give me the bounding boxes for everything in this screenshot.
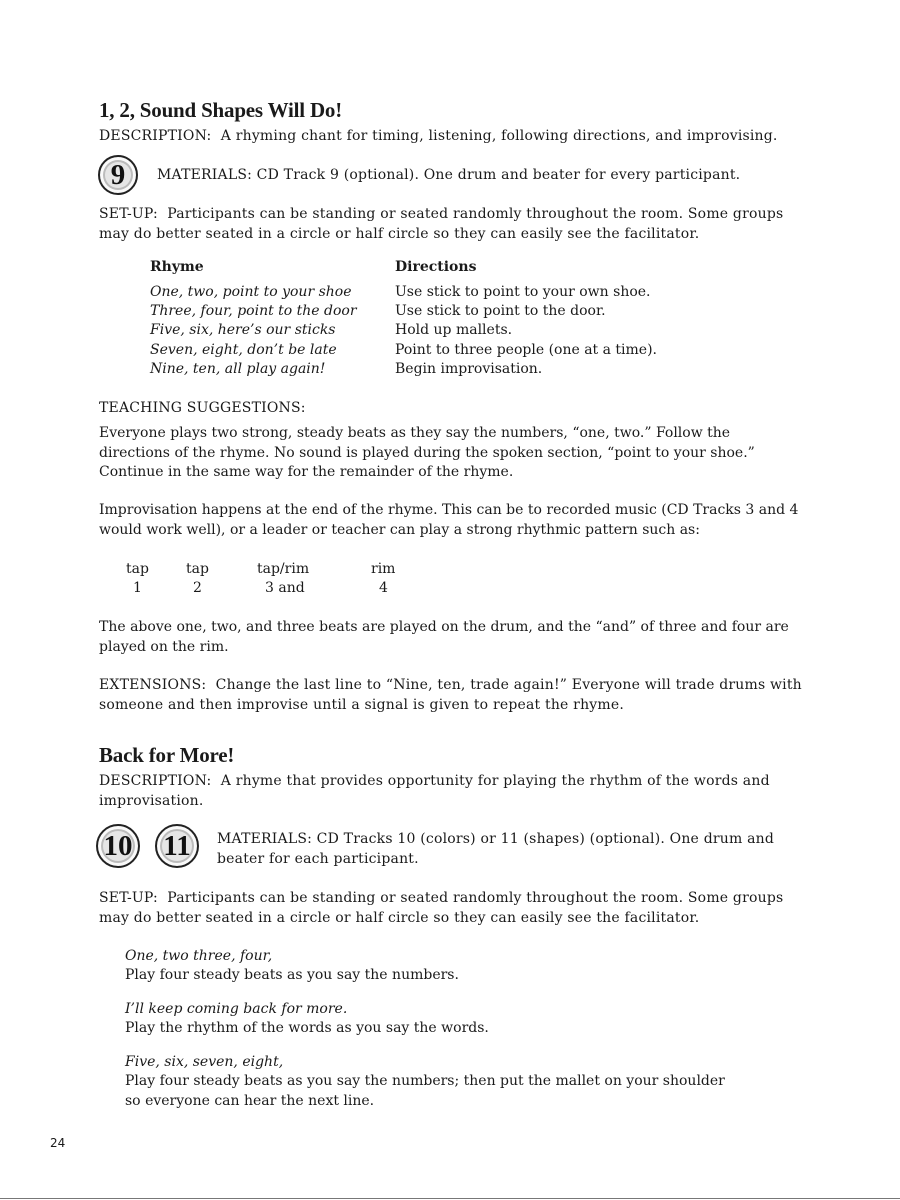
teaching-paragraph-3: The above one, two, and three beats are played on the drum, and the “and” of three and four are played on the rim.: [99, 619, 789, 655]
cd-track-11-icon: 11: [155, 824, 199, 868]
count-label: 1: [133, 580, 142, 596]
description-2: DESCRIPTION: A rhyme that provides opportunity for playing the rhythm of the words and improvisation.: [99, 773, 770, 809]
verse-line: Five, six, seven, eight,: [125, 1054, 284, 1070]
count-label: 2: [193, 580, 202, 596]
rhyme-line: Three, four, point to the door: [150, 303, 357, 319]
stroke-label: tap: [186, 561, 209, 577]
materials-1: MATERIALS: CD Track 9 (optional). One drum and beater for every participant.: [157, 167, 741, 183]
cd-track-10-icon: 10: [96, 824, 140, 868]
stroke-label: tap: [126, 561, 149, 577]
section-title-back-for-more: Back for More!: [99, 743, 235, 767]
direction-line: Begin improvisation.: [395, 361, 543, 377]
teaching-suggestions-label: TEACHING SUGGESTIONS:: [99, 400, 306, 416]
direction-line: Hold up mallets.: [395, 322, 513, 338]
stroke-label: tap/rim: [257, 561, 310, 577]
rhyme-line: Seven, eight, don’t be late: [150, 342, 337, 358]
page-bottom-edge: [0, 1198, 900, 1199]
teaching-paragraph-1: Everyone plays two strong, steady beats as they say the numbers, “one, two.” Follow the directions of the rhyme. No sound is played during the spoken section, “point to your shoe.” Continue in the same way for the remainder of the rhyme.: [99, 425, 755, 480]
verse-line: One, two three, four,: [125, 948, 273, 964]
section-title-sound-shapes: 1, 2, Sound Shapes Will Do!: [99, 98, 343, 122]
verse-instruction: Play the rhythm of the words as you say the words.: [125, 1020, 489, 1036]
extensions-1: EXTENSIONS: Change the last line to “Nine, ten, trade again!” Everyone will trade drums with someone and then improvise until a signal is given to repeat the rhyme.: [99, 677, 802, 713]
verse-instruction: Play four steady beats as you say the numbers; then put the mallet on your shoulder so everyone can hear the next line.: [125, 1073, 725, 1109]
direction-line: Use stick to point to the door.: [395, 303, 606, 319]
verse-instruction: Play four steady beats as you say the numbers.: [125, 967, 459, 983]
count-label: 3 and: [265, 580, 305, 596]
description-1: DESCRIPTION: A rhyming chant for timing, listening, following directions, and improvising.: [99, 128, 778, 144]
directions-header: Directions: [395, 259, 477, 275]
materials-2: MATERIALS: CD Tracks 10 (colors) or 11 (shapes) (optional). One drum and beater for each participant.: [217, 831, 775, 867]
page-number: 24: [50, 1136, 66, 1150]
teaching-paragraph-2: Improvisation happens at the end of the rhyme. This can be to recorded music (CD Tracks 3 and 4 would work well), or a leader or teacher can play a strong rhythmic pattern such as:: [99, 502, 799, 538]
rhyme-line: One, two, point to your shoe: [150, 284, 352, 300]
cd-track-9-icon: 9: [98, 155, 138, 195]
rhyme-line: Nine, ten, all play again!: [150, 361, 326, 377]
setup-2: SET-UP: Participants can be standing or seated randomly throughout the room. Some groups may do better seated in a circle or half circle so they can easily see the facilitator.: [99, 890, 784, 926]
direction-line: Use stick to point to your own shoe.: [395, 284, 651, 300]
rhyme-line: Five, six, here’s our sticks: [150, 322, 336, 338]
count-label: 4: [379, 580, 388, 596]
direction-line: Point to three people (one at a time).: [395, 342, 658, 358]
verse-line: I’ll keep coming back for more.: [125, 1001, 348, 1017]
setup-1: SET-UP: Participants can be standing or seated randomly throughout the room. Some groups may do better seated in a circle or half circle so they can easily see the facilitator.: [99, 206, 784, 242]
rhyme-header: Rhyme: [150, 259, 204, 275]
stroke-label: rim: [371, 561, 396, 577]
